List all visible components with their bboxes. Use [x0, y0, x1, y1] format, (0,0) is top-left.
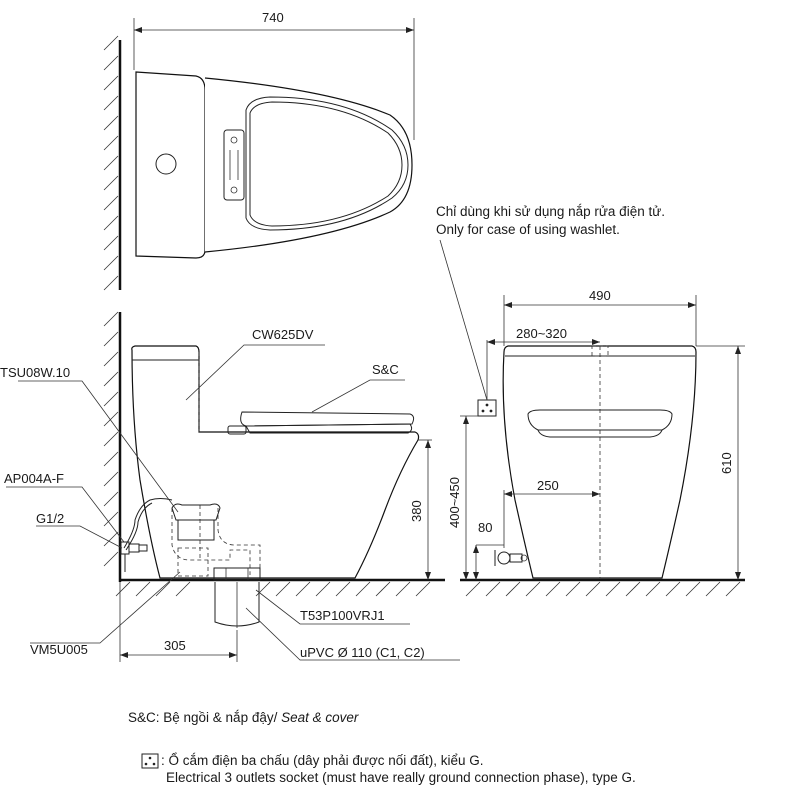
side-view: [0, 312, 460, 662]
washlet-note-vi: Chỉ dùng khi sử dụng nắp rửa điện tử.: [436, 204, 665, 219]
label-g12: G1/2: [36, 511, 65, 526]
washlet-note-en: Only for case of using washlet.: [436, 222, 620, 237]
sc-note: [128, 710, 359, 725]
sc-note-italic: Seat & cover: [281, 710, 359, 725]
top-view: [104, 10, 414, 290]
side-view-floor-hatch: [116, 582, 430, 596]
top-view-wall-hatch: [104, 36, 118, 290]
label-t53p100: T53P100VRJ1: [300, 608, 385, 623]
label-sc: S&C: [372, 362, 399, 377]
dim-offset-80: 80: [478, 520, 493, 535]
dim-rough-in: 305: [164, 638, 186, 653]
dim-side-width: 490: [589, 288, 611, 303]
front-view-floor-hatch: [466, 582, 740, 596]
dim-top-width: 740: [262, 10, 284, 25]
label-cw625dv: CW625DV: [252, 327, 314, 342]
socket-note-vi: : Ổ cắm điện ba chấu (dây phải được nối đất), kiểu G.: [161, 753, 484, 768]
label-upvc: uPVC Ø 110 (C1, C2): [300, 645, 425, 660]
sc-note-prefix: S&C: Bệ ngồi & nắp đậy/: [128, 710, 282, 725]
dim-offset-250: 250: [537, 478, 559, 493]
legend-notes: [128, 710, 636, 785]
dim-outlet-height: 400~450: [447, 477, 462, 528]
socket-note-en: Electrical 3 outlets socket (must have really ground connection phase), type G.: [166, 770, 636, 785]
dim-side-height: 610: [719, 452, 734, 474]
front-view: [436, 204, 745, 596]
dim-floor-height: 380: [409, 500, 424, 522]
dim-outlet-range: 280~320: [516, 326, 567, 341]
label-vm5u005: VM5U005: [30, 642, 88, 657]
label-tsu08w: TSU08W.10: [0, 365, 71, 380]
electrical-socket-icon: [478, 400, 496, 416]
side-view-wall-hatch: [104, 312, 118, 566]
label-ap004a: AP004A-F: [4, 471, 64, 486]
legend-socket-icon: [142, 754, 158, 768]
